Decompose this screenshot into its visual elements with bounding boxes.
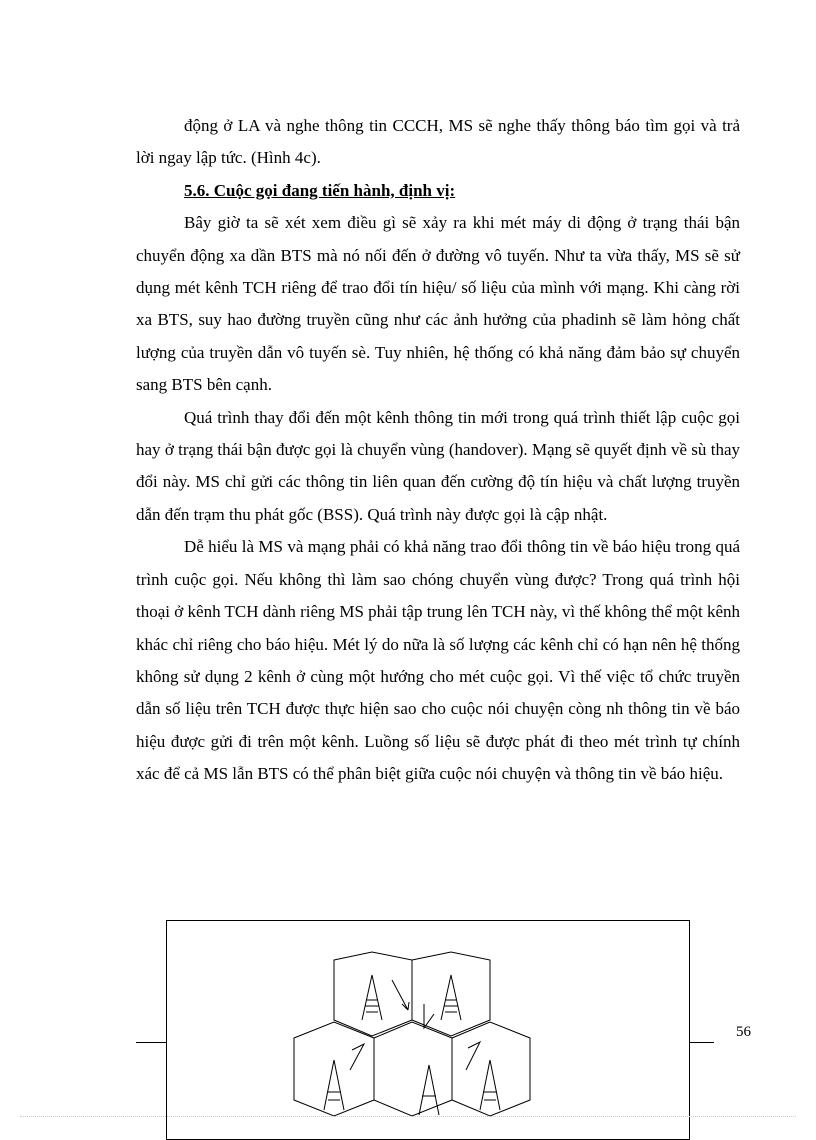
bts-tower-icon	[324, 1060, 344, 1110]
body-text	[136, 110, 740, 791]
section-heading: 5.6. Cuộc gọi đang tiến hành, định vị:	[184, 180, 456, 200]
signal-arrow-icon	[350, 1044, 364, 1070]
cell-diagram	[166, 920, 690, 1123]
page-edge-divider	[20, 1116, 796, 1117]
paragraph-3: Dễ hiểu là MS và mạng phải có khả năng trao đổi thông tin về báo hiệu trong quá trình cuộc gọi. Nếu không thì làm sao chóng chuyển vùng được? Trong quá trình hội thoại ở kênh TCH dành riêng MS phải tập trung lên TCH này, vì thế không thể một kênh khác chỉ riêng cho báo hiệu. Mét lý do nữa là số lượng các kênh chỉ có hạn nên hệ thống không sử dụng 2 kênh ở cùng một hướng cho mét cuộc gọi. Vì thế việc tổ chức truyền dẫn số liệu trên TCH được thực hiện sao cho cuộc nói chuyện còng nh thông tin về báo hiệu được gửi đi trên một kênh. Luồng số liệu sẽ được phát đi theo mét trình tự chính xác để cả MS lẫn BTS có thể phân biệt giữa cuộc nói chuyện và thông tin về báo hiệu.	[136, 537, 740, 784]
cell-hexagon	[294, 1022, 374, 1116]
paragraph-continuation: động ở LA và nghe thông tin CCCH, MS sẽ nghe thấy thông báo tìm gọi và trả lời ngay lập tức. (Hình 4c).	[136, 116, 740, 168]
signal-arrow-icon	[466, 1042, 480, 1070]
signal-arrow-icon	[424, 1004, 434, 1028]
cell-hexagon	[334, 952, 412, 1036]
bts-tower-icon	[362, 975, 382, 1020]
paragraph-1: Bây giờ ta sẽ xét xem điều gì sẽ xảy ra khi mét máy di động ở trạng thái bận chuyển động xa dần BTS mà nó nối đến ở đường vô tuyến. Như ta vừa thấy, MS sẽ sử dụng mét kênh TCH riêng để trao đổi tín hiệu/ số liệu của mình với mạng. Khi càng rời xa BTS, suy hao đường truyền cũng như các ảnh hưởng của phadinh sẽ làm hỏng chất lượng của truyền dẫn vô tuyến sè. Tuy nhiên, hệ thống có khả năng đảm bảo sự chuyển sang BTS bên cạnh.	[136, 213, 740, 395]
paragraph-2: Quá trình thay đổi đến một kênh thông tin mới trong quá trình thiết lập cuộc gọi hay ở trạng thái bận được gọi là chuyển vùng (handover). Mạng sẽ quyết định về sù thay đổi này. MS chỉ gửi các thông tin liên quan đến cường độ tín hiệu và chất lượng truyền dẫn đến trạm thu phát gốc (BSS). Quá trình này được gọi là cập nhật.	[136, 407, 740, 524]
footer-rule-left	[136, 1042, 166, 1043]
bts-tower-icon	[441, 975, 461, 1020]
page-number: 56	[736, 1024, 751, 1040]
bts-tower-icon	[419, 1065, 439, 1115]
cell-hexagon	[452, 1022, 530, 1116]
cell-hexagon	[374, 1022, 452, 1116]
signal-arrow-icon	[392, 980, 409, 1010]
bts-tower-icon	[480, 1060, 500, 1110]
footer-rule-right	[690, 1042, 714, 1043]
